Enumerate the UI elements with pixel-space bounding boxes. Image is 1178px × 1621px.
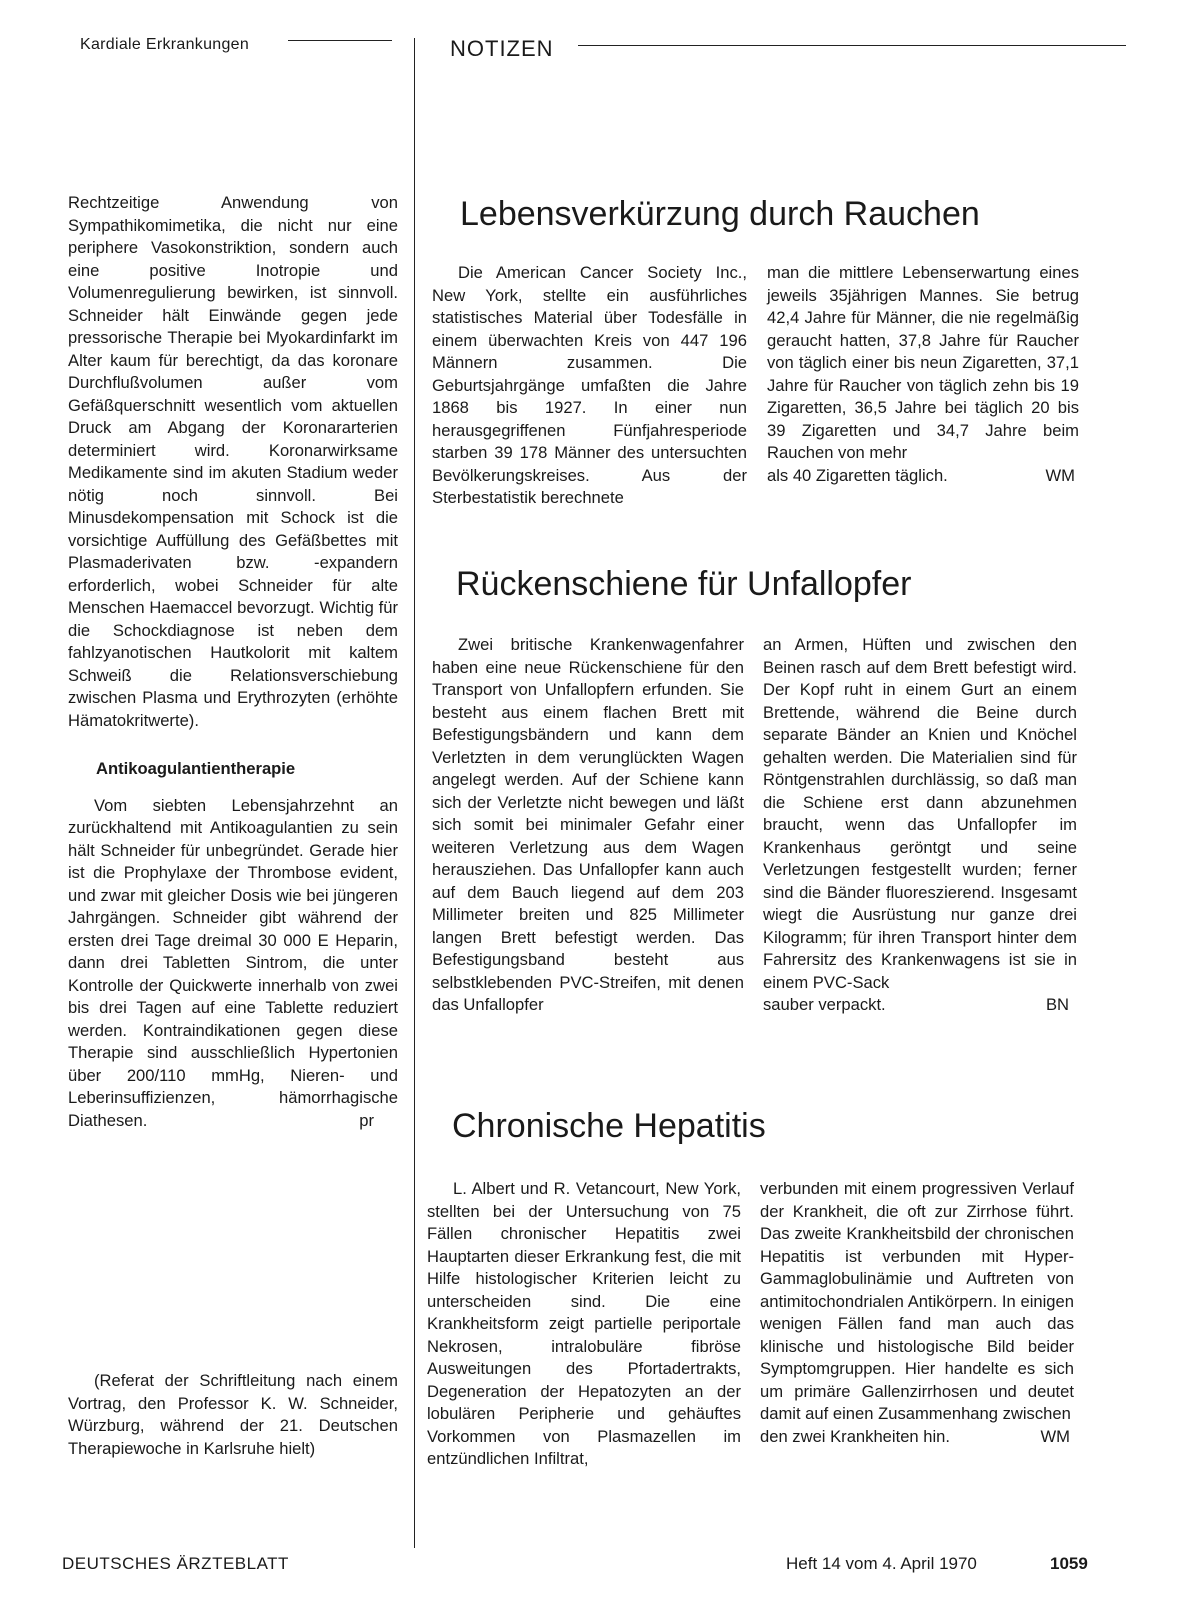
left-paragraph-2-text: Vom siebten Lebensjahrzehnt an zurückhaltend mit Antikoagulantien zu sein hält Schneider für unbegründet. Gerade hier ist die Prophylaxe der Thrombose evident, und zwar mit gleicher Dosis wie bei jüngeren Jahrgängen. Schneider gibt während der ersten drei Tage dreimal 30 000 E Heparin, dann drei Tabletten Sintrom, die unter Kontrolle der Quickwerte innerhalb von zwei bis drei Tagen auf eine Tablette reduziert werden. Kontraindikationen gegen diese Therapie sind ausschließlich Hypertonien über 200/110 mmHg, Nieren- und Leberinsuffizienzen, hämorrhagische Diathesen.: [68, 795, 398, 1130]
article-hepatitis-col1: [427, 1178, 741, 1471]
article-hepatitis-text-2: verbunden mit einem progressiven Verlauf der Krankheit, die oft zur Zirrhose führt. Das zweite Krankheitsbild der chronischen Hepatitis ist verbunden mit Hyper-Gammaglobulinämie und Auftreten von antimitochondrialen Antikörpern. In einigen wenigen Fällen fand man auch das klinische und histologische Bild beider Symptomgruppen. Hier handelte es sich um primäre Gallenzirrhosen und deutet damit auf einen Zusammenhang zwischen: [760, 1179, 1074, 1423]
subheading-antikoagulantien: Antikoagulantientherapie: [96, 759, 296, 778]
running-header-section: Kardiale Erkrankungen: [80, 36, 250, 53]
left-column: [68, 192, 398, 1132]
footer-journal-name: DEUTSCHES ÄRZTEBLATT: [62, 1554, 289, 1573]
header-rule-left: [288, 40, 392, 41]
article-title-rauchen: Lebensverkürzung durch Rauchen: [460, 195, 980, 233]
article-hepatitis-col2: [760, 1178, 1074, 1448]
article-rueckenschiene-last-line: [763, 994, 1077, 1017]
article-rauchen-signature: WM: [1045, 465, 1075, 485]
footer-issue: Heft 14 vom 4. April 1970: [786, 1554, 977, 1573]
article-rauchen-col2: [767, 262, 1079, 487]
article-rueckenschiene-text-2: an Armen, Hüften und zwischen den Beinen rasch auf dem Brett befestigt wird. Der Kopf ruht in einem Gurt an einem Brettende, während die Beine durch separate Bänder an Knien und Knöchel gehalten werden. Die Materialien sind für Röntgenstrahlen durchlässig, so daß man die Schiene erst dann abzunehmen braucht, wenn das Unfallopfer im Krankenhaus geröntgt und seine Verletzungen festgestellt wurden; ferner sind die Bänder fluoreszierend. Insgesamt wiegt die Ausrüstung nur ganze drei Kilogramm; für ihren Transport hinter dem Fahrersitz des Krankenwagens ist sie in einem PVC-Sack: [763, 635, 1077, 992]
left-paragraph-2-signature: pr: [359, 1110, 374, 1130]
left-paragraph-2: [68, 795, 398, 1133]
article-rueckenschiene-signature: BN: [1045, 995, 1069, 1014]
left-note: [68, 1370, 398, 1460]
footer-page-number: 1059: [1050, 1554, 1088, 1573]
article-hepatitis-last-line: [760, 1426, 1074, 1449]
lecture-note: (Referat der Schriftleitung nach einem Vortrag, den Professor K. W. Schneider, Würzburg, während der 21. Deutschen Therapiewoche in Karlsruhe hielt): [68, 1371, 398, 1458]
article-rauchen-text-1: Die American Cancer Society Inc., New York, stellte ein ausführliches statistisches Material über Todesfälle in einem überwachten Kreis von 447 196 Männern zusammen. Die Geburtsjahrgänge umfaßten die Jahre 1868 bis 1927. In einer nun herausgegriffenen Fünfjahresperiode starben 39 178 Männer des untersuchten Bevölkerungskreises. Aus der Sterbestatistik berechnete: [432, 263, 747, 507]
article-rueckenschiene-col2: [763, 634, 1077, 1017]
left-paragraph-1: Rechtzeitige Anwendung von Sympathikomimetika, die nicht nur eine periphere Vasokonstriktion, sondern auch eine positive Inotropie und Volumenregulierung bewirken, ist sinnvoll. Schneider hält Einwände gegen jede pressorische Therapie bei Myokardinfarkt im Alter kaum für berechtigt, da das koronare Durchflußvolumen außer vom Gefäßquerschnitt wesentlich vom aktuellen Druck am Abgang der Koronararterien determiniert wird. Koronarwirksame Medikamente sind im akuten Stadium weder nötig noch sinnvoll. Bei Minusdekompensation mit Schock ist die vorsichtige Auffüllung des Gefäßbettes mit Plasmaderivaten bzw. -expandern erforderlich, wobei Schneider für alte Menschen Haemaccel bevorzugt. Wichtig für die Schockdiagnose ist neben dem fahlzyanotischen Hautkolorit mit kaltem Schweiß die Relationsverschiebung zwischen Plasma und Erythrozyten (erhöhte Hämatokritwerte).: [68, 193, 398, 730]
article-hepatitis-text-end: den zwei Krankheiten hin.: [760, 1426, 951, 1446]
article-rauchen-text-end: als 40 Zigaretten täglich.: [767, 465, 948, 485]
header-rule-right: [578, 45, 1126, 46]
article-rauchen-last-line: [767, 465, 1079, 488]
article-rueckenschiene-text-end: sauber verpackt.: [763, 995, 886, 1014]
article-title-rueckenschiene: Rückenschiene für Unfallopfer: [456, 565, 912, 603]
article-title-hepatitis: Chronische Hepatitis: [452, 1107, 766, 1145]
article-rauchen-col1: [432, 262, 747, 510]
article-rueckenschiene-text-1: Zwei britische Krankenwagenfahrer haben eine neue Rückenschiene für den Transport von Unfallopfern erfunden. Sie besteht aus einem flachen Brett mit Befestigungsbändern und kann dem Verletzten in dem verunglückten Wagen angelegt werden. Auf der Schiene kann sich der Verletzte nicht bewegen und läßt sich somit bei minimaler Gefahr einer weiteren Verletzung aus dem Wagen herausziehen. Das Unfallopfer kann auch auf dem Bauch liegend auf dem 203 Millimeter breiten und 825 Millimeter langen Brett befestigt werden. Das Befestigungsband besteht aus selbstklebenden PVC-Streifen, mit denen das Unfallopfer: [432, 635, 744, 1014]
running-header-notes: NOTIZEN: [450, 36, 554, 61]
column-divider: [414, 38, 415, 1548]
article-rueckenschiene-col1: [432, 634, 744, 1017]
article-rauchen-text-2: man die mittlere Lebenserwartung eines jeweils 35jährigen Mannes. Sie betrug 42,4 Jahre für Männer, die nie regelmäßig geraucht hatten, 37,8 Jahre für Raucher von täglich einer bis neun Zigaretten, 37,1 Jahre für Raucher von täglich zehn bis 19 Zigaretten, 36,5 Jahre bei täglich 20 bis 39 Zigaretten und 34,7 Jahre beim Rauchen von mehr: [767, 263, 1079, 462]
article-hepatitis-signature: WM: [1040, 1426, 1070, 1446]
article-hepatitis-text-1: L. Albert und R. Vetancourt, New York, stellten bei der Untersuchung von 75 Fällen chronischer Hepatitis zwei Hauptarten dieser Erkrankung fest, die mit Hilfe histologischer Kriterien leicht zu unterscheiden sind. Die eine Krankheitsform zeigt partielle periportale Nekrosen, intralobuläre fibröse Ausweitungen des Pfortadertrakts, Degeneration der Hepatozyten an der lobulären Peripherie und gehäuftes Vorkommen von Plasmazellen im entzündlichen Infiltrat,: [427, 1179, 741, 1468]
